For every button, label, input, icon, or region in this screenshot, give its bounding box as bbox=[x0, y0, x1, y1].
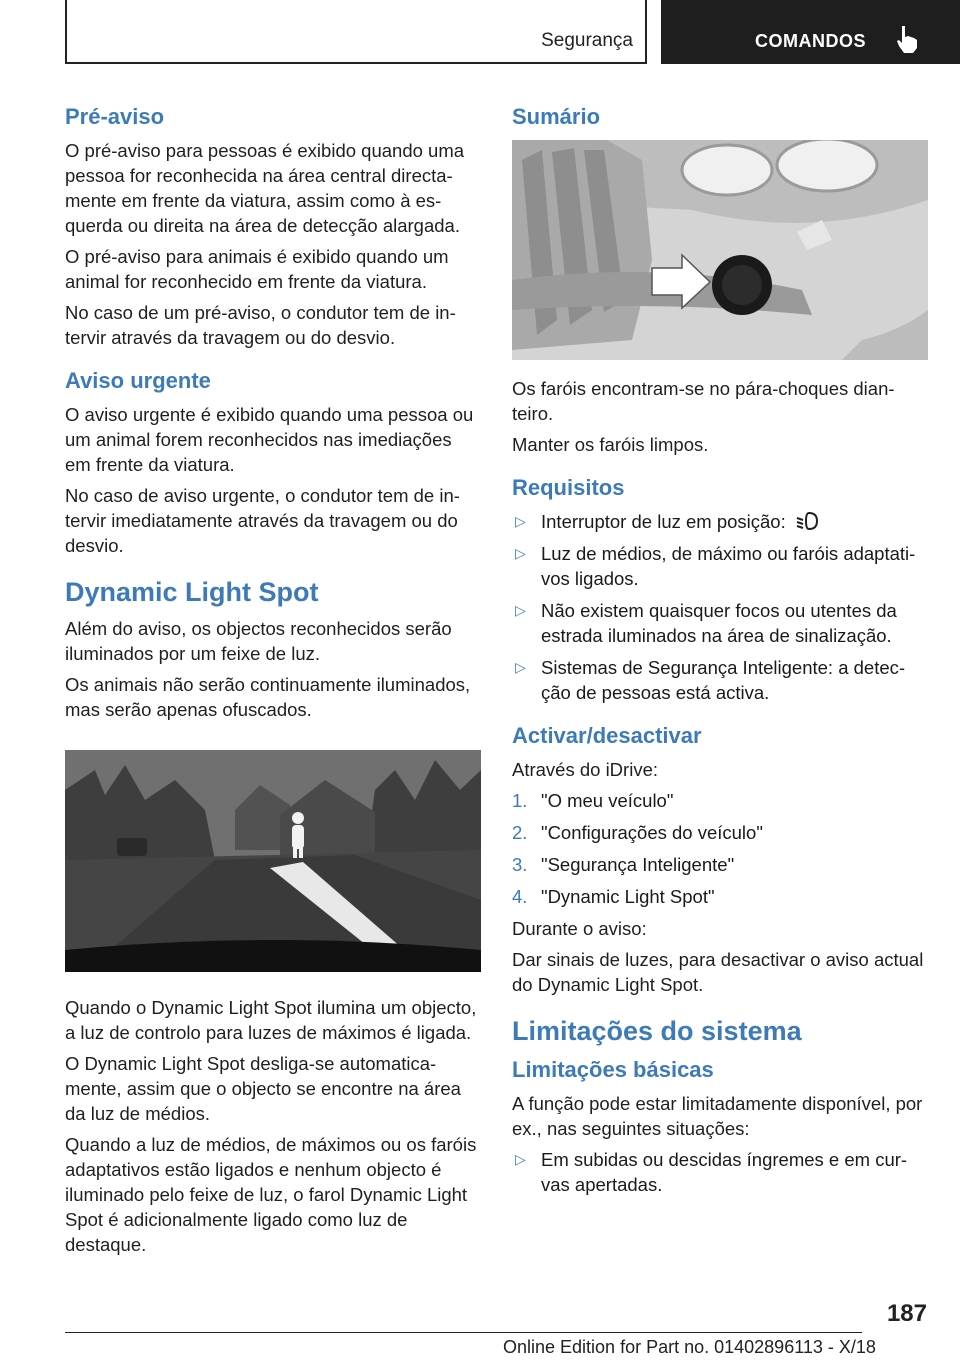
paragraph: O pré-aviso para animais é exibido quando um animal for reconhecido em frente da viatura. bbox=[65, 246, 449, 292]
section-pre-aviso bbox=[65, 102, 481, 350]
section-sumario bbox=[512, 102, 928, 457]
triangle-bullet-icon: ▷ bbox=[515, 1151, 526, 1167]
paragraph: No caso de aviso urgente, o condutor tem de intervir imediatamente através da travagem ou do desvio. bbox=[65, 485, 460, 556]
triangle-bullet-icon: ▷ bbox=[515, 602, 526, 618]
paragraph: Dar sinais de luzes, para desactivar o aviso actual do Dynamic Light Spot. bbox=[512, 949, 924, 995]
front-bumper-headlight-illustration bbox=[512, 140, 928, 360]
step-number: 3. bbox=[512, 854, 528, 875]
footer-edition: Online Edition for Part no. 01402896113 - X/18 bbox=[503, 1337, 876, 1357]
headlight-switch-icon bbox=[795, 510, 819, 532]
step-number: 2. bbox=[512, 822, 528, 843]
header-section-tab bbox=[65, 0, 647, 64]
header-chapter-title: COMANDOS bbox=[755, 31, 866, 51]
paragraph: Quando a luz de médios, de máximos ou os faróis adaptativos estão ligados e nenhum objecto é iluminado pelo feixe de luz, o farol Dynamic Light Spot é adicionalmente ligado como luz de destaque. bbox=[65, 1134, 477, 1255]
paragraph: O aviso urgente é exibido quando uma pessoa ou um animal forem reconhecidos nas imediações em frente da viatura. bbox=[65, 404, 474, 475]
paragraph: Manter os faróis limpos. bbox=[512, 434, 709, 455]
step-item bbox=[512, 788, 928, 813]
limitations-list bbox=[512, 1147, 928, 1197]
night-road-illustration bbox=[65, 750, 481, 972]
step-number: 1. bbox=[512, 790, 528, 811]
paragraph: Além do aviso, os objectos reconhecidos serão iluminados por um feixe de luz. bbox=[65, 618, 452, 664]
list-item: ▷ Interruptor de luz em posição: bbox=[512, 509, 928, 534]
paragraph: No caso de um pré-aviso, o condutor tem de intervir através da travagem ou do desvio. bbox=[65, 302, 456, 348]
page-number: 187 bbox=[886, 1300, 927, 1327]
header-chapter-tab bbox=[661, 0, 960, 64]
right-column bbox=[512, 102, 928, 1204]
heading-aviso-urgente: Aviso urgente bbox=[65, 368, 211, 393]
section-limitacoes bbox=[512, 1013, 928, 1197]
heading-requisitos: Requisitos bbox=[512, 475, 625, 500]
paragraph: Durante o aviso: bbox=[512, 918, 647, 939]
section-activar-desactivar bbox=[512, 721, 928, 997]
triangle-bullet-icon: ▷ bbox=[515, 513, 526, 529]
list-item: ▷ Não existem quaisquer focos ou utentes da estrada iluminados na área de sinalização. bbox=[515, 600, 897, 646]
paragraph: O pré-aviso para pessoas é exibido quando uma pessoa for reconhecida na área central directamente em frente da viatura, assim como à esquerda ou direita na área de detecção alargada. bbox=[65, 140, 465, 236]
step-text: "Segurança Inteligente" bbox=[541, 854, 735, 875]
step-item bbox=[512, 820, 928, 845]
list-item: ▷ Luz de médios, de máximo ou faróis adaptativos ligados. bbox=[515, 543, 916, 589]
step-number: 4. bbox=[512, 886, 528, 907]
paragraph: Os faróis encontram-se no pára-choques dianteiro. bbox=[512, 378, 895, 424]
paragraph: A função pode estar limitadamente disponível, por ex., nas seguintes situações: bbox=[512, 1093, 923, 1139]
heading-pre-aviso: Pré-aviso bbox=[65, 104, 165, 129]
pointing-hand-icon bbox=[895, 24, 921, 54]
section-dynamic-light-spot bbox=[65, 574, 481, 1257]
step-text: "Dynamic Light Spot" bbox=[541, 886, 715, 907]
triangle-bullet-icon: ▷ bbox=[515, 659, 526, 675]
heading-activar-desactivar: Activar/desactivar bbox=[512, 723, 702, 748]
paragraph: Através do iDrive: bbox=[512, 759, 658, 780]
subheading-limitacoes-basicas: Limitações básicas bbox=[512, 1057, 714, 1082]
step-text: "Configurações do veículo" bbox=[541, 822, 763, 843]
section-aviso-urgente bbox=[65, 366, 481, 558]
step-item bbox=[512, 852, 928, 877]
heading-dynamic-light-spot: Dynamic Light Spot bbox=[65, 577, 319, 607]
paragraph: Os animais não serão continuamente iluminados, mas serão apenas ofuscados. bbox=[65, 674, 471, 720]
requirements-list bbox=[512, 509, 928, 705]
footer-divider bbox=[65, 1332, 862, 1333]
list-item: ▷ Em subidas ou descidas íngremes e em curvas apertadas. bbox=[515, 1149, 908, 1195]
steps-list bbox=[512, 788, 928, 909]
heading-limitacoes: Limitações do sistema bbox=[512, 1016, 802, 1046]
triangle-bullet-icon: ▷ bbox=[515, 545, 526, 561]
header-section-title: Segurança bbox=[541, 30, 633, 51]
list-item: ▷ Sistemas de Segurança Inteligente: a detecção de pessoas está activa. bbox=[515, 657, 906, 703]
left-column bbox=[65, 102, 481, 1263]
heading-sumario: Sumário bbox=[512, 104, 601, 129]
section-requisitos bbox=[512, 473, 928, 705]
step-item bbox=[512, 884, 928, 909]
step-text: "O meu veículo" bbox=[541, 790, 674, 811]
paragraph: Quando o Dynamic Light Spot ilumina um objecto, a luz de controlo para luzes de máximos é ligada. bbox=[65, 997, 477, 1043]
paragraph: O Dynamic Light Spot desliga-se automaticamente, assim que o objecto se encontre na área da luz de médios. bbox=[65, 1053, 461, 1124]
